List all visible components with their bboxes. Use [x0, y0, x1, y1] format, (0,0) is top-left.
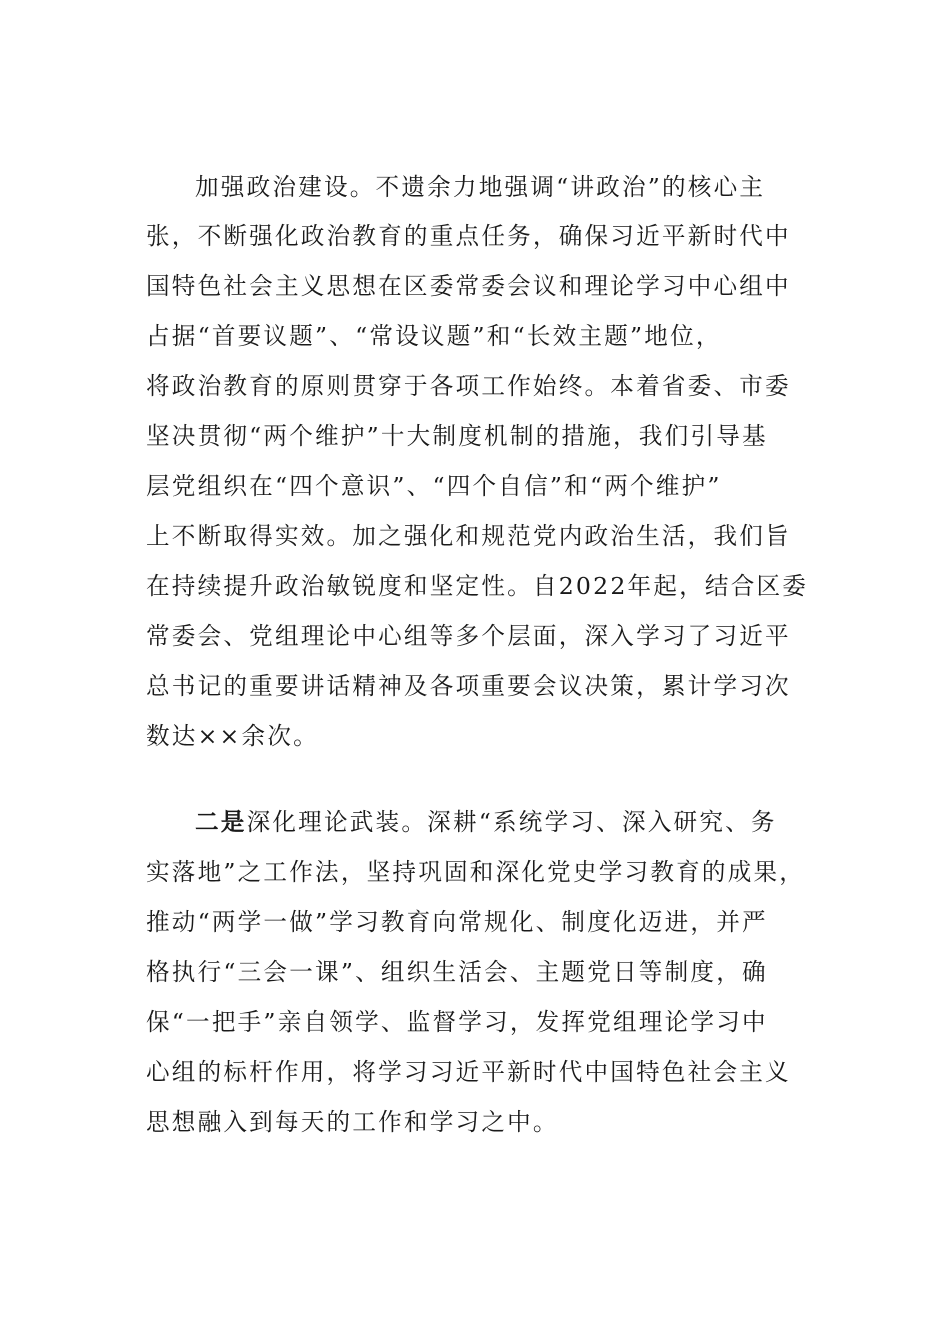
text-line: 总书记的重要讲话精神及各项重要会议决策，累计学习次	[146, 672, 791, 700]
text-line: 推动“两学一做”学习教育向常规化、制度化迈进，并严	[146, 908, 768, 936]
text-line: 张，不断强化政治教育的重点任务，确保习近平新时代中	[146, 222, 791, 250]
text-line: 上不断取得实效。加之强化和规范党内政治生活，我们旨	[146, 522, 791, 550]
text-line: 保“一把手”亲自领学、监督学习，发挥党组理论学习中	[146, 1008, 768, 1036]
text-line: 常委会、党组理论中心组等多个层面，深入学习了习近平	[146, 622, 791, 650]
text-line: 在持续提升政治敏锐度和坚定性。自2022年起，结合区委	[146, 572, 809, 600]
paragraph-first-line-rest: 深化理论武装。深耕“系统学习、深入研究、务	[246, 808, 777, 836]
text-line: 心组的标杆作用，将学习习近平新时代中国特色社会主义	[146, 1058, 791, 1086]
text-line: 格执行“三会一课”、组织生活会、主题党日等制度，确	[146, 958, 768, 986]
text-line-first	[195, 804, 815, 840]
text-line: 将政治教育的原则贯穿于各项工作始终。本着省委、市委	[146, 372, 791, 400]
text-line: 实落地”之工作法，坚持巩固和深化党史学习教育的成果，	[146, 858, 806, 886]
text-line: 坚决贯彻“两个维护”十大制度机制的措施，我们引导基	[146, 422, 768, 450]
paragraph-lead: 二是	[195, 808, 247, 836]
text-line: 层党组织在“四个意识”、“四个自信”和“两个维护”	[146, 472, 722, 500]
text-line: 加强政治建设。不遗余力地强调“讲政治”的核心主	[195, 173, 766, 201]
text-line: 国特色社会主义思想在区委常委会议和理论学习中心组中	[146, 272, 791, 300]
text-line: 思想融入到每天的工作和学习之中。	[146, 1108, 559, 1136]
text-line: 数达××余次。	[146, 722, 319, 750]
text-line: 占据“首要议题”、“常设议题”和“长效主题”地位，	[146, 322, 722, 350]
